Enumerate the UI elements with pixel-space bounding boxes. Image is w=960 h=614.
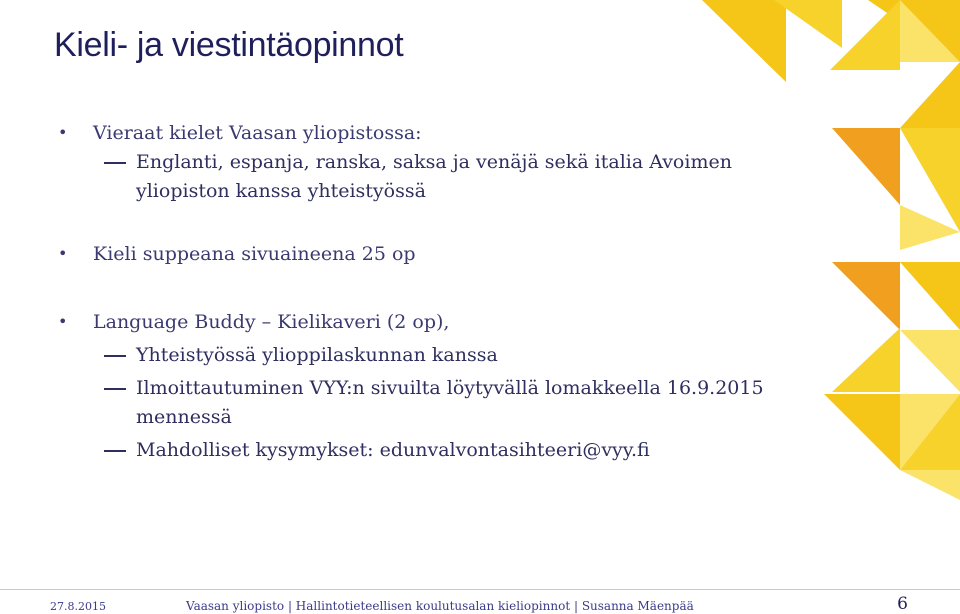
- bullet-dot: •: [58, 312, 68, 331]
- bullet-item: [58, 239, 818, 269]
- triangle: [832, 262, 900, 330]
- sub-bullet-dash: [104, 355, 126, 357]
- bullet-dot: •: [58, 244, 68, 263]
- bullet-dot: •: [58, 123, 68, 142]
- footer-date: 27.8.2015: [50, 600, 106, 613]
- triangle: [702, 0, 786, 82]
- slide-title: Kieli- ja viestintäopinnot: [54, 26, 404, 64]
- footer-text: Vaasan yliopisto | Hallintotieteellisen koulutusalan kieliopinnot | Susanna Mäenpää: [186, 599, 694, 613]
- sub-bullet-dash: [104, 162, 126, 164]
- slide-body: [58, 118, 818, 465]
- sub-bullet-text: Mahdolliset kysymykset: edunvalvontasihteeri@vyy.fi: [136, 439, 650, 461]
- sub-bullet-item: [58, 436, 818, 465]
- triangle: [900, 62, 960, 128]
- bullet-item: [58, 307, 818, 337]
- sub-bullet-item: [58, 148, 818, 206]
- bullet-text: Vieraat kielet Vaasan yliopistossa:: [93, 122, 422, 144]
- triangle: [832, 328, 900, 392]
- sub-bullet-item: [58, 374, 818, 432]
- bullet-text: Kieli suppeana sivuaineena 25 op: [93, 243, 416, 265]
- page-number: 6: [897, 594, 908, 614]
- sub-bullet-text: Ilmoittautuminen VYY:n sivuilta löytyvällä lomakkeella 16.9.2015 mennessä: [136, 377, 764, 428]
- sub-bullet-dash: [104, 450, 126, 452]
- sub-bullet-text: Yhteistyössä ylioppilaskunnan kanssa: [136, 344, 498, 366]
- bullet-text: Language Buddy – Kielikaveri (2 op),: [93, 311, 450, 333]
- triangle: [832, 128, 900, 205]
- slide-footer: [0, 589, 960, 614]
- triangle: [824, 394, 900, 470]
- bullet-item: [58, 118, 818, 148]
- sub-bullet-text: Englanti, espanja, ranska, saksa ja venäjä sekä italia Avoimen yliopiston kanssa yhteistyössä: [136, 151, 732, 202]
- triangle: [900, 262, 960, 330]
- triangle: [900, 330, 960, 392]
- sub-bullet-dash: [104, 388, 126, 390]
- sub-bullet-item: [58, 341, 818, 370]
- triangle: [900, 470, 960, 500]
